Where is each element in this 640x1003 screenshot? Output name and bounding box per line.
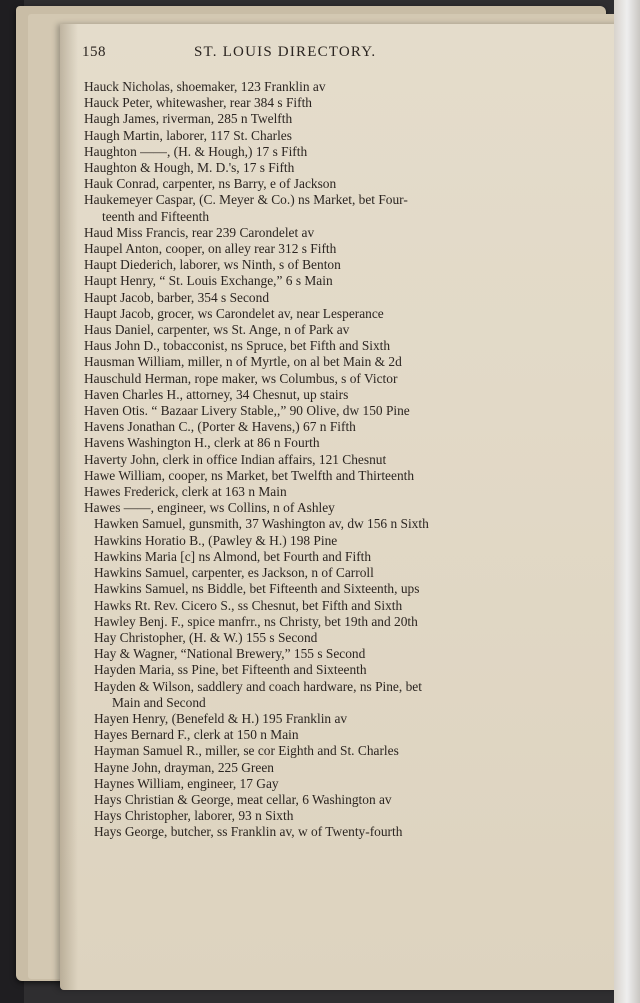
- directory-entry: Hayen Henry, (Benefeld & H.) 195 Franklin av: [94, 710, 348, 726]
- directory-entry: Hawes ——, engineer, ws Collins, n of Ashley: [84, 500, 335, 516]
- directory-entry: Haven Charles H., attorney, 34 Chesnut, up stairs: [84, 386, 349, 402]
- directory-entry: Haud Miss Francis, rear 239 Carondelet av: [84, 224, 315, 240]
- directory-entry: Havens Jonathan C., (Porter & Havens,) 67 n Fifth: [84, 419, 356, 435]
- directory-entry: Haughton ——, (H. & Hough,) 17 s Fifth: [84, 143, 308, 159]
- directory-entry: Haus Daniel, carpenter, ws St. Ange, n of Park av: [84, 322, 350, 338]
- directory-entry: Hauck Peter, whitewasher, rear 384 s Fifth: [84, 95, 312, 111]
- directory-entry: Hayman Samuel R., miller, se cor Eighth and St. Charles: [94, 743, 399, 759]
- directory-entry-continuation: Main and Second: [112, 694, 206, 710]
- directory-entry: Hawkins Samuel, ns Biddle, bet Fifteenth and Sixteenth, ups: [94, 581, 420, 597]
- directory-entry: Hayden & Wilson, saddlery and coach hardware, ns Pine, bet: [94, 678, 422, 694]
- directory-entry-continuation: teenth and Fifteenth: [102, 208, 210, 224]
- running-title: ST. LOUIS DIRECTORY.: [194, 44, 377, 60]
- directory-entry: Hauschuld Herman, rope maker, ws Columbus, s of Victor: [84, 370, 398, 386]
- directory-entry: Haynes William, engineer, 17 Gay: [94, 775, 279, 791]
- directory-entry: Hayne John, drayman, 225 Green: [94, 759, 274, 775]
- directory-entry: Hawe William, cooper, ns Market, bet Twelfth and Thirteenth: [84, 467, 415, 483]
- directory-entry: Hayes Bernard F., clerk at 150 n Main: [94, 727, 299, 743]
- directory-entry: Hawkins Samuel, carpenter, es Jackson, n of Carroll: [94, 565, 374, 581]
- directory-entry: Hawken Samuel, gunsmith, 37 Washington av, dw 156 n Sixth: [94, 516, 429, 532]
- directory-entry: Hawes Frederick, clerk at 163 n Main: [84, 484, 287, 500]
- directory-entry: Haugh James, riverman, 285 n Twelfth: [84, 111, 293, 127]
- directory-entry: Hays George, butcher, ss Franklin av, w of Twenty-fourth: [94, 824, 403, 840]
- directory-entry: Hays Christopher, laborer, 93 n Sixth: [94, 808, 294, 824]
- page-gutter-shadow: [60, 24, 78, 990]
- directory-entry: Hay Christopher, (H. & W.) 155 s Second: [94, 629, 318, 645]
- directory-entry: Haven Otis. “ Bazaar Livery Stable,,” 90 Olive, dw 150 Pine: [84, 403, 410, 419]
- page-number: 158: [82, 44, 106, 60]
- directory-entry: Hay & Wagner, “National Brewery,” 155 s Second: [94, 646, 366, 662]
- directory-entry: Havens Washington H., clerk at 86 n Fourth: [84, 435, 320, 451]
- directory-entry: Haughton & Hough, M. D.'s, 17 s Fifth: [84, 160, 295, 176]
- directory-entry: Haus John D., tobacconist, ns Spruce, bet Fifth and Sixth: [84, 338, 391, 354]
- scan-right-margin: [614, 0, 640, 1003]
- directory-entry: Haverty John, clerk in office Indian affairs, 121 Chesnut: [84, 451, 387, 467]
- directory-entry: Haupt Jacob, barber, 354 s Second: [84, 289, 270, 305]
- directory-entry: Haukemeyer Caspar, (C. Meyer & Co.) ns Market, bet Four-: [84, 192, 408, 208]
- directory-entry: Hawkins Maria [c] ns Almond, bet Fourth and Fifth: [94, 548, 372, 564]
- directory-entry: Haugh Martin, laborer, 117 St. Charles: [84, 127, 292, 143]
- directory-entry: Hayden Maria, ss Pine, bet Fifteenth and Sixteenth: [94, 662, 367, 678]
- directory-entry: Hawley Benj. F., spice manfrr., ns Christy, bet 19th and 20th: [94, 613, 418, 629]
- directory-entry: Hawks Rt. Rev. Cicero S., ss Chesnut, bet Fifth and Sixth: [94, 597, 403, 613]
- directory-entry: Haupt Diederich, laborer, ws Ninth, s of Benton: [84, 257, 341, 273]
- directory-entry: Haupt Henry, “ St. Louis Exchange,” 6 s Main: [84, 273, 333, 289]
- directory-entry: Haupt Jacob, grocer, ws Carondelet av, near Lesperance: [84, 305, 384, 321]
- directory-entry: Hausman William, miller, n of Myrtle, on al bet Main & 2d: [84, 354, 402, 370]
- directory-entry: Hays Christian & George, meat cellar, 6 Washington av: [94, 791, 392, 807]
- directory-entries: [84, 79, 524, 841]
- directory-entry: Hauck Nicholas, shoemaker, 123 Franklin av: [84, 79, 326, 94]
- directory-entry: Hauk Conrad, carpenter, ns Barry, e of Jackson: [84, 176, 337, 192]
- page-header: [82, 44, 512, 64]
- directory-entry: Haupel Anton, cooper, on alley rear 312 s Fifth: [84, 241, 337, 257]
- directory-entry: Hawkins Horatio B., (Pawley & H.) 198 Pine: [94, 532, 338, 548]
